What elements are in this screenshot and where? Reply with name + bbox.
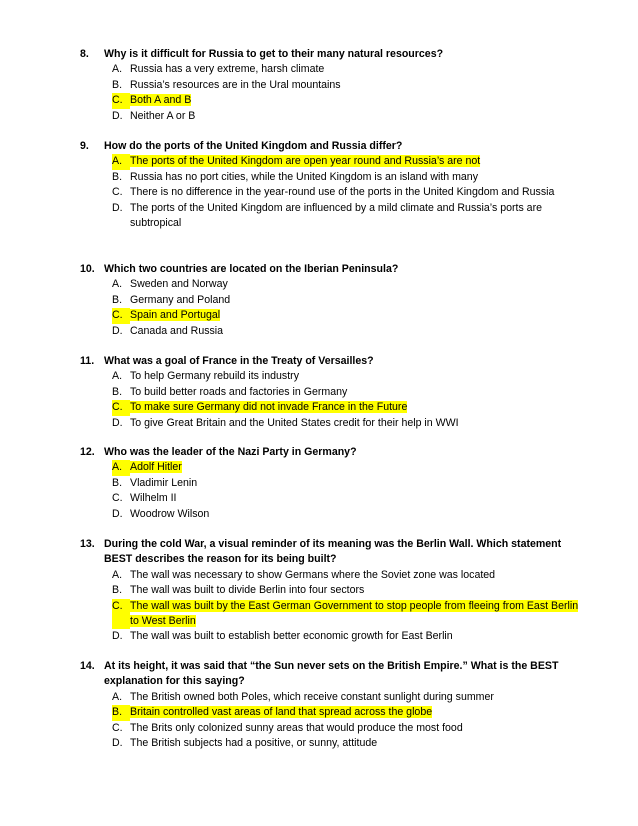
option-text: Neither A or B xyxy=(130,109,196,122)
option-letter: D. xyxy=(112,324,123,337)
option-letter: B. xyxy=(112,705,130,720)
option-a xyxy=(112,369,580,384)
option-c-highlighted xyxy=(112,308,580,323)
option-letter: B. xyxy=(112,385,123,398)
option-letter: A. xyxy=(112,460,130,475)
question-heading xyxy=(80,354,580,369)
option-letter: B. xyxy=(112,293,123,306)
option-letter: D. xyxy=(112,507,123,520)
option-letter: C. xyxy=(112,93,130,108)
option-b xyxy=(112,476,580,491)
option-c-highlighted xyxy=(112,599,580,630)
option-letter: A. xyxy=(112,154,130,169)
option-c xyxy=(112,491,580,506)
option-text: Vladimir Lenin xyxy=(130,476,198,489)
option-text: There is no difference in the year-round use of the ports in the United Kingdom and Russia xyxy=(130,186,555,199)
option-text: Sweden and Norway xyxy=(130,278,228,291)
option-text: The wall was necessary to show Germans where the Soviet zone was located xyxy=(130,568,496,581)
option-b xyxy=(112,583,580,598)
option-text: Woodrow Wilson xyxy=(130,507,210,520)
option-c-highlighted xyxy=(112,400,580,415)
question-13 xyxy=(80,537,580,645)
question-text: Why is it difficult for Russia to get to their many natural resources? xyxy=(104,48,444,60)
question-14 xyxy=(80,659,580,751)
question-9 xyxy=(80,139,580,231)
option-b xyxy=(112,170,580,185)
question-heading xyxy=(80,659,580,690)
question-number: 10. xyxy=(80,263,95,275)
option-letter: C. xyxy=(112,492,123,505)
option-a xyxy=(112,62,580,77)
option-a xyxy=(112,277,580,292)
question-text: Which two countries are located on the Iberian Peninsula? xyxy=(104,263,399,275)
question-text: At its height, it was said that “the Sun never sets on the British Empire.” What is the BEST explanation for this saying? xyxy=(104,660,559,688)
option-c-highlighted xyxy=(112,93,580,108)
option-text: Adolf Hitler xyxy=(130,461,182,474)
option-text: The wall was built to divide Berlin into four sectors xyxy=(130,584,365,597)
option-letter: B. xyxy=(112,584,123,597)
option-letter: C. xyxy=(112,599,130,630)
option-text: The wall was built by the East German Government to stop people from fleeing from East Berlin to West Berlin xyxy=(130,599,579,628)
option-text: The wall was built to establish better economic growth for East Berlin xyxy=(130,630,453,643)
question-12 xyxy=(80,445,580,522)
option-letter: C. xyxy=(112,186,123,199)
option-b-highlighted xyxy=(112,705,580,720)
option-c xyxy=(112,721,580,736)
option-text: To give Great Britain and the United States credit for their help in WWI xyxy=(130,416,459,429)
question-10 xyxy=(80,262,580,339)
question-11 xyxy=(80,354,580,431)
option-letter: B. xyxy=(112,476,123,489)
option-letter: B. xyxy=(112,170,123,183)
option-letter: D. xyxy=(112,109,123,122)
option-a xyxy=(112,568,580,583)
question-heading xyxy=(80,47,580,62)
question-8 xyxy=(80,47,580,124)
option-d xyxy=(112,416,580,431)
option-letter: B. xyxy=(112,78,123,91)
option-a-highlighted xyxy=(112,154,580,169)
question-heading xyxy=(80,445,580,460)
option-letter: D. xyxy=(112,416,123,429)
option-text: Russia’s resources are in the Ural mountains xyxy=(130,78,341,91)
option-b xyxy=(112,293,580,308)
option-letter: A. xyxy=(112,370,123,383)
option-text: Spain and Portugal xyxy=(130,309,221,322)
option-c xyxy=(112,185,580,200)
option-text: Russia has a very extreme, harsh climate xyxy=(130,63,325,76)
option-letter: D. xyxy=(112,201,123,214)
question-text: How do the ports of the United Kingdom and Russia differ? xyxy=(104,140,403,152)
option-b xyxy=(112,78,580,93)
option-letter: C. xyxy=(112,721,123,734)
question-number: 8. xyxy=(80,48,89,60)
option-letter: A. xyxy=(112,278,123,291)
question-heading xyxy=(80,537,580,568)
question-number: 12. xyxy=(80,446,95,458)
option-a-highlighted xyxy=(112,460,580,475)
question-number: 11. xyxy=(80,355,95,367)
question-text: During the cold War, a visual reminder of its meaning was the Berlin Wall. Which statement BEST describes the reason for its being built? xyxy=(104,538,562,566)
option-letter: A. xyxy=(112,63,123,76)
option-text: Russia has no port cities, while the United Kingdom is an island with many xyxy=(130,170,479,183)
question-heading xyxy=(80,139,580,154)
option-d xyxy=(112,507,580,522)
option-d xyxy=(112,629,580,644)
option-letter: D. xyxy=(112,737,123,750)
option-text: To help Germany rebuild its industry xyxy=(130,370,299,383)
option-text: The British subjects had a positive, or sunny, attitude xyxy=(130,737,378,750)
option-letter: A. xyxy=(112,568,123,581)
option-text: The Brits only colonized sunny areas that would produce the most food xyxy=(130,721,463,734)
option-letter: C. xyxy=(112,308,130,323)
option-text: The ports of the United Kingdom are open year round and Russia’s are not xyxy=(130,155,481,168)
option-b xyxy=(112,385,580,400)
option-d xyxy=(112,324,580,339)
option-d xyxy=(112,736,580,751)
question-heading xyxy=(80,262,580,277)
option-text: Both A and B xyxy=(130,94,192,107)
option-text: Canada and Russia xyxy=(130,324,224,337)
option-text: The British owned both Poles, which receive constant sunlight during summer xyxy=(130,690,494,703)
question-text: What was a goal of France in the Treaty of Versailles? xyxy=(104,355,374,367)
option-text: Germany and Poland xyxy=(130,293,231,306)
option-a xyxy=(112,690,580,705)
option-letter: A. xyxy=(112,690,123,703)
option-text: The ports of the United Kingdom are influenced by a mild climate and Russia’s ports are subtropical xyxy=(130,201,542,230)
option-text: To build better roads and factories in Germany xyxy=(130,385,348,398)
question-number: 14. xyxy=(80,660,95,672)
option-letter: D. xyxy=(112,630,123,643)
question-number: 13. xyxy=(80,538,95,550)
question-number: 9. xyxy=(80,140,89,152)
option-text: Britain controlled vast areas of land that spread across the globe xyxy=(130,706,433,719)
option-text: Wilhelm II xyxy=(130,492,177,505)
option-letter: C. xyxy=(112,400,130,415)
option-text: To make sure Germany did not invade France in the Future xyxy=(130,401,408,414)
option-d xyxy=(112,201,580,232)
question-text: Who was the leader of the Nazi Party in Germany? xyxy=(104,446,357,458)
option-d xyxy=(112,109,580,124)
